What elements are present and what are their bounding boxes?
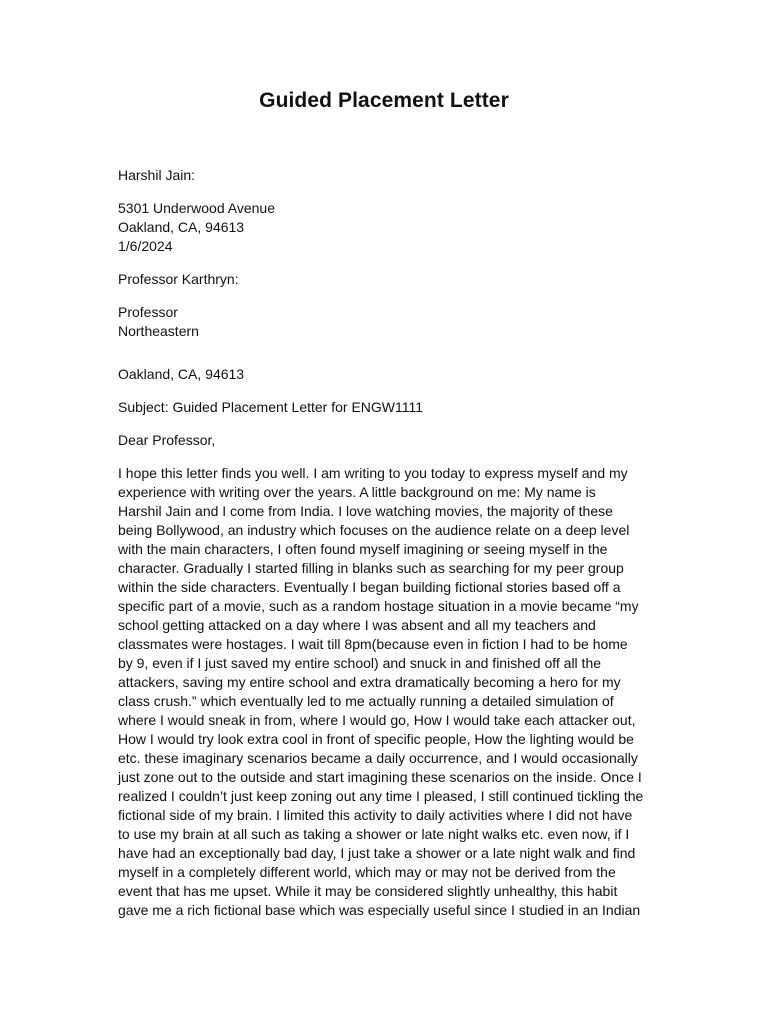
sender-address-line: Oakland, CA, 94613	[118, 219, 245, 235]
body-line: etc. these imaginary scenarios became a daily occurrence, and I would occasionally	[118, 750, 638, 766]
body-line: have had an exceptionally bad day, I just take a shower or a late night walk and find	[118, 845, 636, 861]
body-line: attackers, saving my entire school and extra dramatically becoming a hero for my	[118, 674, 621, 690]
body-line: experience with writing over the years. A little background on me: My name is	[118, 484, 596, 500]
body-line: I hope this letter finds you well. I am writing to you today to express myself and my	[118, 465, 628, 481]
body-line: to use my brain at all such as taking a shower or late night walks etc. even now, if I	[118, 826, 630, 842]
recipient-city: Oakland, CA, 94613	[118, 366, 245, 382]
recipient-info	[118, 303, 658, 341]
body-line: myself in a completely different world, which may or may not be derived from the	[118, 864, 616, 880]
body-line: with the main characters, I often found myself imagining or seeing myself in the	[118, 541, 608, 557]
body-line: specific part of a movie, such as a random hostage situation in a movie became “my	[118, 598, 639, 614]
recipient-name: Professor Karthryn:	[118, 271, 239, 287]
body-line: class crush.” which eventually led to me actually running a detailed simulation of	[118, 693, 614, 709]
recipient-institution: Northeastern	[118, 323, 199, 339]
body-line: within the side characters. Eventually I began building fictional stories based off a	[118, 579, 621, 595]
body-line: school getting attacked on a day where I was absent and all my teachers and	[118, 617, 596, 633]
body-line: being Bollywood, an industry which focuses on the audience relate on a deep level	[118, 522, 630, 538]
body-line: just zone out to the outside and start imagining these scenarios on the inside. Once I	[118, 769, 642, 785]
body-paragraph	[118, 464, 658, 920]
body-line: where I would sneak in from, where I would go, How I would take each attacker out,	[118, 712, 636, 728]
sender-name: Harshil Jain:	[118, 167, 196, 183]
letter-date: 1/6/2024	[118, 238, 173, 254]
salutation: Dear Professor,	[118, 432, 216, 448]
body-line: How I would try look extra cool in front of specific people, How the lighting would be	[118, 731, 634, 747]
body-line: gave me a rich fictional base which was especially useful since I studied in an Indian	[118, 902, 641, 918]
recipient-title: Professor	[118, 304, 178, 320]
body-line: event that has me upset. While it may be considered slightly unhealthy, this habit	[118, 883, 618, 899]
sender-address-line: 5301 Underwood Avenue	[118, 200, 275, 216]
letter-content	[118, 166, 658, 920]
body-line: fictional side of my brain. I limited this activity to daily activities where I did not have	[118, 807, 633, 823]
body-line: by 9, even if I just saved my entire school) and snuck in and finished off all the	[118, 655, 602, 671]
body-line: classmates were hostages. I wait till 8pm(because even in fiction I had to be home	[118, 636, 628, 652]
sender-address	[118, 199, 658, 256]
page-title: Guided Placement Letter	[259, 89, 509, 112]
body-line: character. Gradually I started filling in blanks such as searching for my peer group	[118, 560, 624, 576]
subject-line: Subject: Guided Placement Letter for ENGW1111	[118, 399, 424, 415]
body-line: realized I couldn’t just keep zoning out any time I pleased, I still continued tickling the	[118, 788, 644, 804]
body-line: Harshil Jain and I come from India. I love watching movies, the majority of these	[118, 503, 613, 519]
